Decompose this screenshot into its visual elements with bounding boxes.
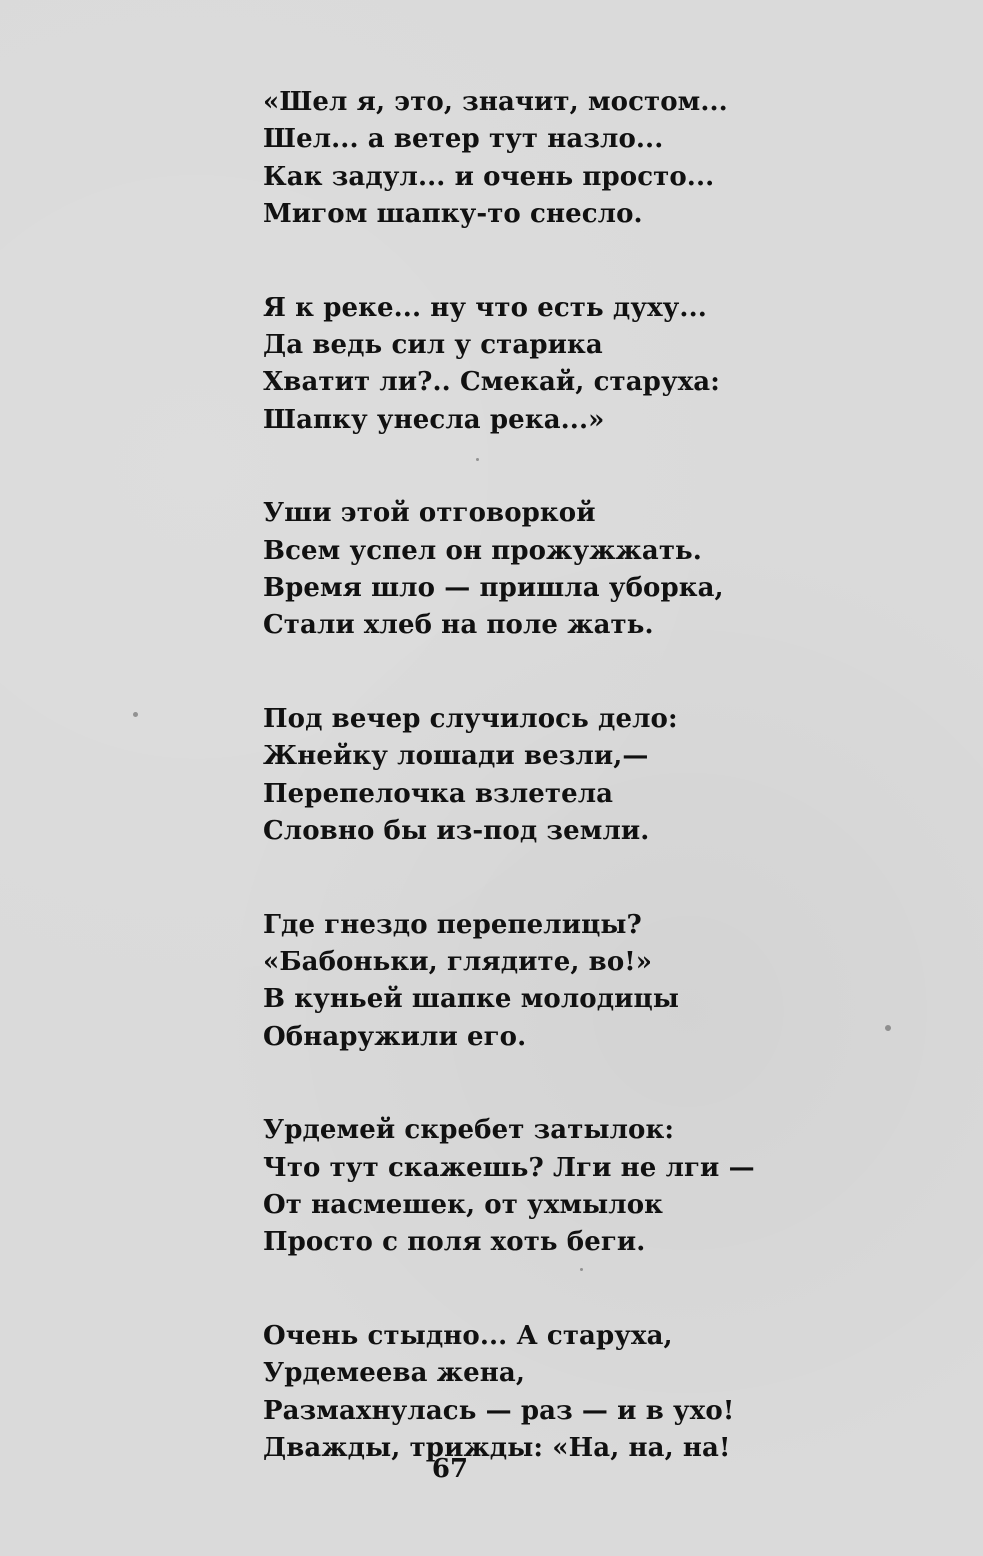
stanza-4 xyxy=(263,701,783,851)
poem-text xyxy=(263,84,783,1467)
poem-line: Обнаружили его. xyxy=(263,1021,527,1052)
poem-line: «Бабоньки, глядите, во!» xyxy=(263,946,653,977)
poem-line: Шел... а ветер тут назло... xyxy=(263,124,664,155)
poem-line: От насмешек, от ухмылок xyxy=(263,1189,664,1220)
poem-line: В куньей шапке молодицы xyxy=(263,984,679,1015)
poem-line: Урдемеева жена, xyxy=(263,1358,526,1389)
poem-line: Урдемей скребет затылок: xyxy=(263,1115,675,1146)
poem-line: Перепелочка взлетела xyxy=(263,778,614,809)
paper-speck xyxy=(885,1025,891,1031)
poem-line: Шапку унесла река...» xyxy=(263,404,605,435)
poem-line: Всем успел он прожужжать. xyxy=(263,535,702,566)
poem-line: Под вечер случилось дело: xyxy=(263,703,678,734)
poem-line: Как задул... и очень просто... xyxy=(263,161,715,192)
paper-speck xyxy=(133,712,138,717)
poem-line: Мигом шапку-то снесло. xyxy=(263,199,643,230)
stanza-5 xyxy=(263,907,783,1057)
poem-line: Время шло — пришла уборка, xyxy=(263,573,724,604)
poem-line: «Шел я, это, значит, мостом... xyxy=(263,87,728,117)
poem-line: Стали хлеб на поле жать. xyxy=(263,610,654,641)
poem-line: Размахнулась — раз — и в ухо! xyxy=(263,1395,735,1426)
page-number: 67 xyxy=(431,1454,469,1484)
poem-line: Что тут скажешь? Лги не лги — xyxy=(263,1152,755,1183)
poem-line: Да ведь сил у старика xyxy=(263,330,603,361)
poem-line: Где гнездо перепелицы? xyxy=(263,909,642,940)
poem-line: Дважды, трижды: «На, на, на! xyxy=(263,1432,731,1463)
poem-line: Уши этой отговоркой xyxy=(263,498,596,529)
stanza-1 xyxy=(263,84,783,234)
poem-line: Я к реке... ну что есть духу... xyxy=(263,292,707,323)
poem-line: Просто с поля хоть беги. xyxy=(263,1227,646,1258)
poem-line: Словно бы из-под земли. xyxy=(263,816,650,847)
stanza-6 xyxy=(263,1112,783,1262)
stanza-3 xyxy=(263,495,783,645)
stanza-2 xyxy=(263,290,783,440)
poem-line: Хватит ли?.. Смекай, старуха: xyxy=(263,367,720,398)
stanza-7 xyxy=(263,1318,783,1468)
poem-line: Жнейку лошади везли,— xyxy=(263,741,649,772)
poem-line: Очень стыдно... А старуха, xyxy=(263,1320,673,1351)
